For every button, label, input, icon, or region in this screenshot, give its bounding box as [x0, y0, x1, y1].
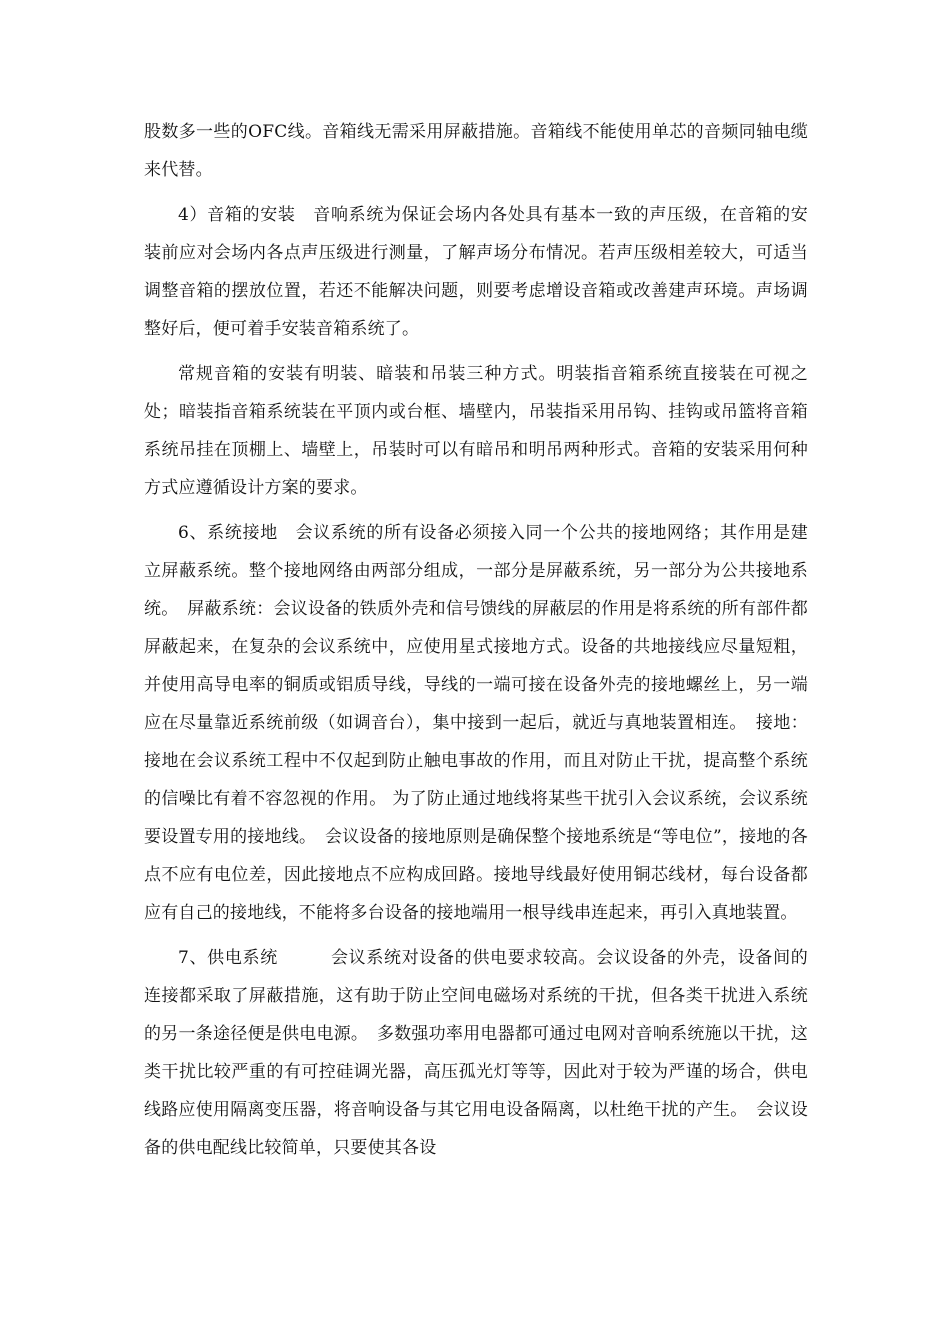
- paragraph-installation-methods: 常规音箱的安装有明装、暗装和吊装三种方式。明装指音箱系统直接装在可视之处；暗装指音箱系统装在平顶内或台框、墙壁内，吊装指采用吊钩、挂钩或吊篮将音箱系统吊挂在顶棚上、墙壁上，吊装时可以有暗吊和明吊两种形式。音箱的安装采用何种方式应遵循设计方案的要求。: [144, 364, 808, 498]
- paragraph-system-grounding: 6、系统接地 会议系统的所有设备必须接入同一个公共的接地网络；其作用是建立屏蔽系统。整个接地网络由两部分组成，一部分是屏蔽系统，另一部分为公共接地系统。 屏蔽系统：会议设备的铁质外壳和信号馈线的屏蔽层的作用是将系统的所有部件都屏蔽起来，在复杂的会议系统中，应使用星式接地方式。设备的共地接线应尽量短粗，并使用高导电率的铜质或铝质导线，导线的一端可接在设备外壳的接地螺丝上，另一端应在尽量靠近系统前级（如调音台），集中接到一起后，就近与真地装置相连。 接地：接地在会议系统工程中不仅起到防止触电事故的作用，而且对防止干扰，提高整个系统的信噪比有着不容忽视的作用。 为了防止通过地线将某些干扰引入会议系统，会议系统要设置专用的接地线。 会议设备的接地原则是确保整个接地系统是“等电位”，接地的各点不应有电位差，因此接地点不应构成回路。接地导线最好使用铜芯线材，每台设备都应有自己的接地线，不能将多台设备的接地端用一根导线串连起来，再引入真地装置。: [144, 523, 808, 923]
- document-body: [144, 113, 808, 1167]
- paragraph-power-supply: 7、供电系统 会议系统对设备的供电要求较高。会议设备的外壳，设备间的连接都采取了屏蔽措施，这有助于防止空间电磁场对系统的干扰，但各类干扰进入系统的另一条途径便是供电电源。 多数强功率用电器都可通过电网对音响系统施以干扰，这类干扰比较严重的有可控硅调光器，高压孤光灯等等，因此对于较为严谨的场合，供电线路应使用隔离变压器，将音响设备与其它用电设备隔离，以杜绝干扰的产生。 会议设备的供电配线比较简单，只要使其各设: [144, 948, 808, 1158]
- paragraph-speaker-cable: 股数多一些的OFC线。音箱线无需采用屏蔽措施。音箱线不能使用单芯的音频同轴电缆来代替。: [144, 122, 808, 180]
- paragraph-speaker-installation: 4）音箱的安装 音响系统为保证会场内各处具有基本一致的声压级，在音箱的安装前应对会场内各点声压级进行测量，了解声场分布情况。若声压级相差较大，可适当调整音箱的摆放位置，若还不能解决问题，则要考虑增设音箱或改善建声环境。声场调整好后，便可着手安装音箱系统了。: [144, 205, 808, 339]
